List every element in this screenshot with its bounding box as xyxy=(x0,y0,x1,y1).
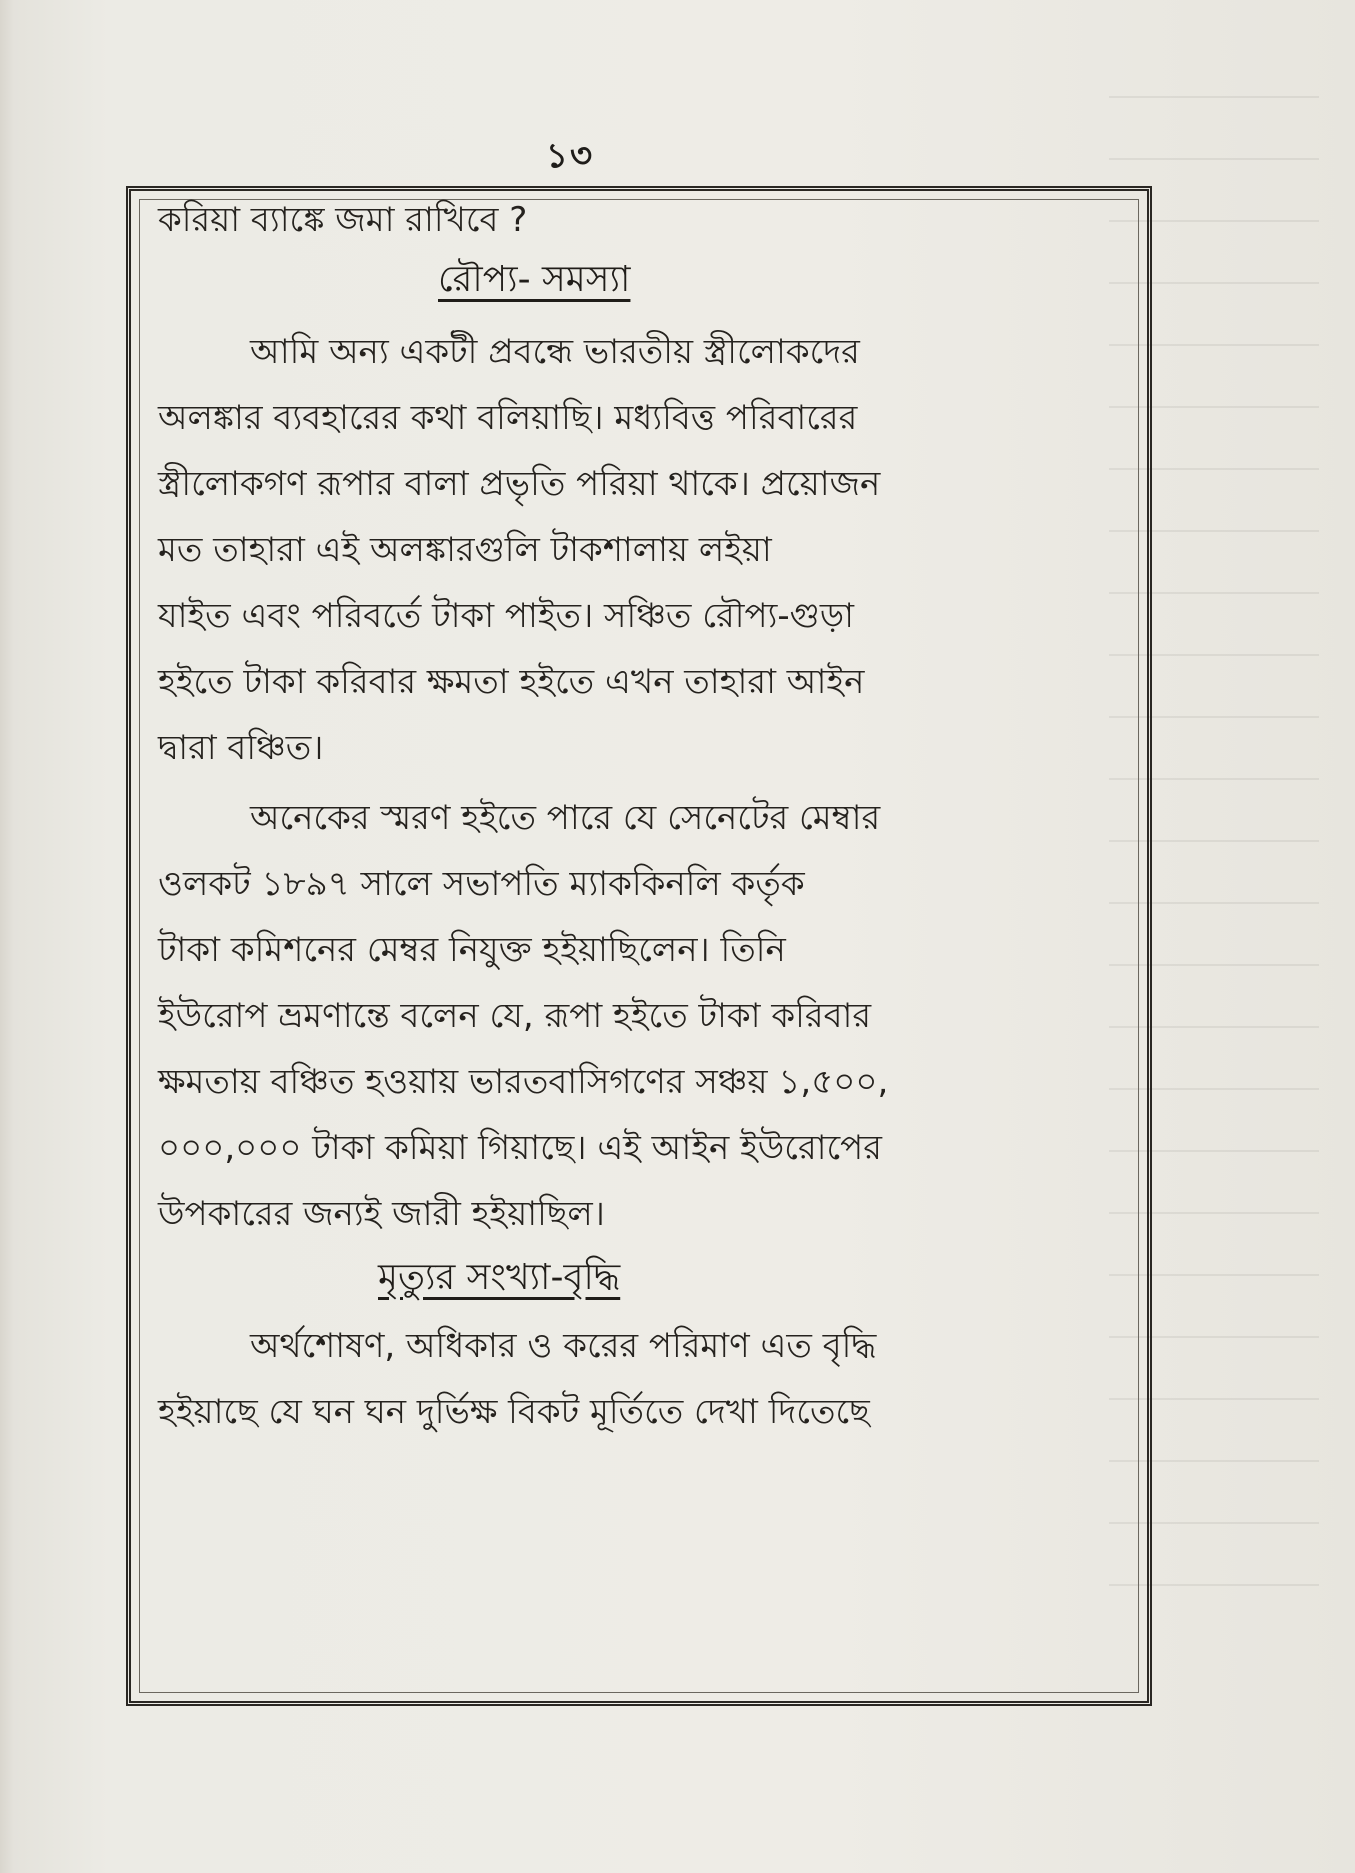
paragraph-2-line-4: ইউরোপ ভ্রমণান্তে বলেন যে, রূপা হইতে টাকা করিবার xyxy=(158,996,872,1036)
paragraph-1-line-5: যাইত এবং পরিবর্তে টাকা পাইত। সঞ্চিত রৌপ্য-গুড়া xyxy=(158,596,854,636)
paragraph-1-line-3: স্ত্রীলোকগণ রূপার বালা প্রভৃতি পরিয়া থাকে। প্রয়োজন xyxy=(158,464,881,504)
paragraph-2-line-1: অনেকের স্মরণ হইতে পারে যে সেনেটের মেম্বার xyxy=(250,798,881,838)
paragraph-2-line-3: টাকা কমিশনের মেম্বর নিযুক্ত হইয়াছিলেন। তিনি xyxy=(158,930,786,970)
page-edge-shadow xyxy=(0,0,14,1873)
paragraph-1-line-1: আমি অন্য একটী প্রবন্ধে ভারতীয় স্ত্রীলোকদের xyxy=(250,332,860,372)
paragraph-2-line-6: ০০০,০০০ টাকা কমিয়া গিয়াছে। এই আইন ইউরোপের xyxy=(158,1128,882,1168)
paragraph-2-line-5: ক্ষমতায় বঞ্চিত হওয়ায় ভারতবাসিগণের সঞ্চয় ১,৫০০, xyxy=(158,1062,889,1102)
paragraph-1-line-7: দ্বারা বঞ্চিত। xyxy=(158,728,324,768)
opening-line: করিয়া ব্যাঙ্কে জমা রাখিবে ? xyxy=(158,200,528,240)
paragraph-2-line-2: ওলকট ১৮৯৭ সালে সভাপতি ম্যাককিনলি কর্তৃক xyxy=(158,864,805,904)
paragraph-1-line-4: মত তাহারা এই অলঙ্কারগুলি টাকশালায় লইয়া xyxy=(158,530,772,570)
paragraph-1-line-2: অলঙ্কার ব্যবহারের কথা বলিয়াছি। মধ্যবিত্ত পরিবারের xyxy=(158,398,858,438)
section-heading-silver-problem: রৌপ্য- সমস্যা xyxy=(438,259,631,300)
paragraph-3-line-2: হইয়াছে যে ঘন ঘন দুর্ভিক্ষ বিকট মূর্তিতে দেখা দিতেছে xyxy=(158,1392,870,1432)
paragraph-1-line-6: হইতে টাকা করিবার ক্ষমতা হইতে এখন তাহারা আইন xyxy=(158,662,865,702)
paragraph-2-line-7: উপকারের জন্যই জারী হইয়াছিল। xyxy=(158,1194,605,1234)
paragraph-3-line-1: অর্থশোষণ, অধিকার ও করের পরিমাণ এত বৃদ্ধি xyxy=(250,1326,877,1366)
section-heading-death-increase: মৃত্যুর সংখ্যা-বৃদ্ধি xyxy=(378,1257,621,1298)
page-number: ১৩ xyxy=(545,136,595,176)
